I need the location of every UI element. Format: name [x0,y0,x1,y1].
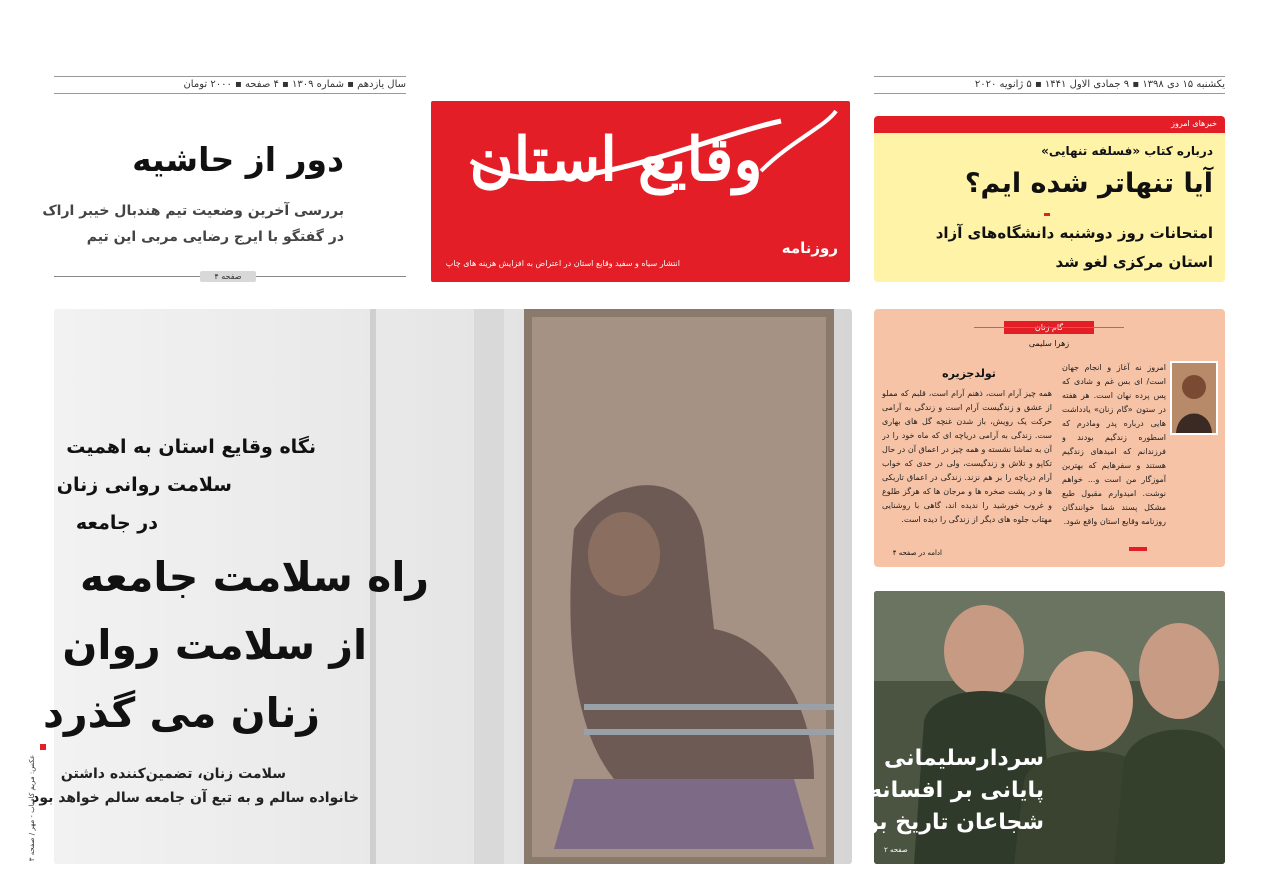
main-intro3: در جامعه [75,512,158,534]
main-intro1: نگاه وقایع استان به اهمیت [66,436,316,458]
news-kicker: درباره کتاب «فسلفه تنهایی» [1041,144,1213,158]
soleimani-page: صفحه ۲ [884,846,908,854]
photo-credit: عکس: مریم کامیاب - مهر / صفحه ۳ [28,754,36,862]
masthead [431,101,850,282]
main-sub1: سلامت زنان، تضمین‌کننده داشتن [60,766,286,782]
column-box [874,309,1225,567]
main-intro2: سلامت روانی زنان [56,474,232,496]
masthead-logo: وقایع استان [469,125,763,195]
top-left-line2: در گفتگو با ایرج رضایی مربی این تیم [86,229,344,245]
top-left-headline: دور از حاشیه [132,140,344,179]
news-box [874,116,1225,282]
news-box-bar [874,116,1225,133]
author-portrait [1170,361,1218,435]
column-continued: ادامه در صفحه ۴ [892,549,942,557]
soleimani-line1: سردارسلیمانی [884,746,1044,771]
top-left-line1: بررسی آخرین وضعیت تیم هندبال خیبر اراک [42,203,344,219]
credit-mark [40,744,46,750]
main-head1: راه سلامت جامعه [80,553,429,601]
soleimani-line3: شجاعان تاریخ بود [854,810,1044,835]
news-headline: آیا تنهاتر شده ایم؟ [964,168,1213,199]
soleimani-line2: پایانی بر افسانه [868,778,1044,803]
column-title: تولدجزیره [942,367,996,380]
intro-end-mark [1129,547,1147,551]
news-second-line2: استان مرکزی لغو شد [1055,253,1213,271]
date-line: یکشنبه ۱۵ دی ۱۳۹۸ ▪ ۹ جمادی الاول ۱۴۴۱ ▪ ۵ ژانویه ۲۰۲۰ [874,76,1225,94]
main-sub2: خانواده سالم و به تبع آن جامعه سالم خواهد بود [32,790,359,806]
separator-dot [1044,213,1050,216]
issue-line: سال یازدهم ▪ شماره ۱۳۰۹ ▪ ۴ صفحه ▪ ۲۰۰۰ تومان [54,76,406,94]
main-head3: زنان می گذرد [43,689,320,737]
column-intro-a: امروز نه آغاز و انجام جهان است/ ای بس غم و شادی که پس پرده نهان است. هر هفته در ستون «گام زنان» یادداشت هایی درباره پدر ومادرم که اسطوره زندگیم بودند و فرزندانم که امیدهای زندگیم هستند و سفرهایم که بهترین آموزگار من است و... خواهم نوشت. امیدوارم مقبول طبع مشکل پسند شما خوانندگان روزنامه وقایع استان واقع شود. [1062,363,1166,526]
masthead-sub: روزنامه [781,239,838,257]
main-head2: از سلامت روان [62,621,367,669]
masthead-tagline: انتشار سیاه و سفید وقایع استان در اعتراض به افزایش هزینه های چاپ [445,259,680,268]
news-box-label: خبرهای امروز [1171,119,1217,128]
author-avatar-icon [1172,363,1216,433]
news-second-line1: امتحانات روز دوشنبه دانشگاه‌های آزاد [935,224,1213,242]
column-author: زهرا سلیمی [1028,339,1070,348]
top-left-page-badge: صفحه ۴ [200,271,256,282]
column-body: همه چیز آرام است، ذهنم آرام است، قلبم که مملو از عشق و زندگیست آرام است و زندگی به آرامی حرکت یک رویش، باز شدن غنچه گل های بهاری ست. زندگی به آرامی دریاچه ای که ماه خود را در آن به تماشا نشسته و همه چیز در اعماق آن در حال تکاپو و تلاش و زندگیست، ولی در حدی که خواب آرام دریاچه را بر هم نزند. زندگی در اعماق تاریکی ها و در پشت صخره ها و مرجان ها که هرگز طلوع و غروب خورشید را ندیده اند، گاهی با روشنایی مهتاب جلوه های دیگر از زندگی را دیده است. [882,389,1052,524]
column-rule [974,327,1124,328]
